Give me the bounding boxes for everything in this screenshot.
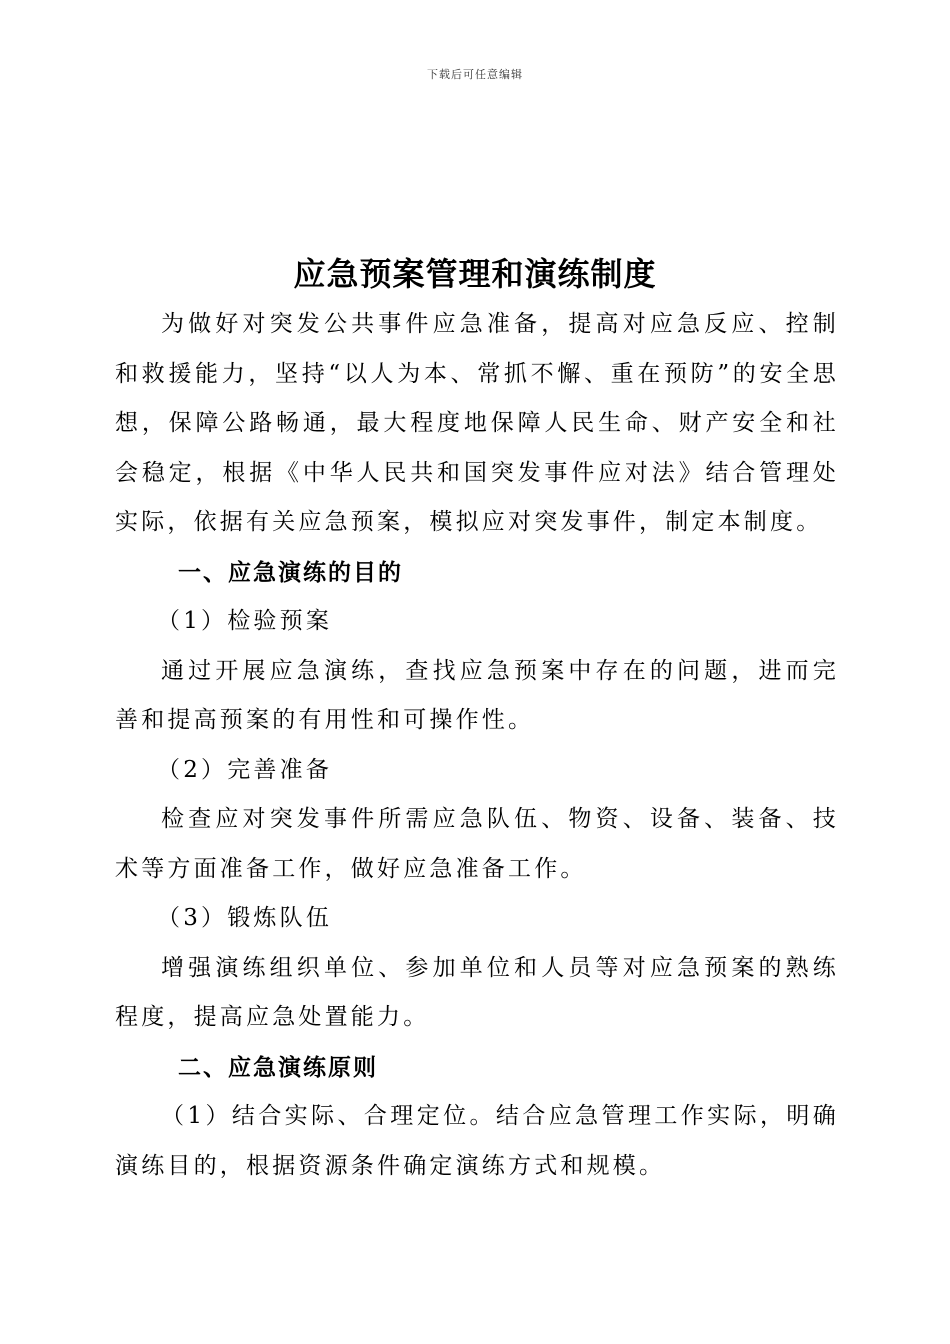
intro-paragraph: 为做好对突发公共事件应急准备，提高对应急反应、控制和救援能力，坚持“以人为本、常抓不懈、重在预防”的安全思想，保障公路畅通，最大程度地保障人民生命、财产安全和社会稳定，根据《中华人民共和国突发事件应对法》结合管理处实际，依据有关应急预案，模拟应对突发事件，制定本制度。 (115, 311, 839, 535)
section-1-heading: 一、应急演练的目的 (178, 558, 403, 586)
document-title: 应急预案管理和演练制度 (293, 255, 657, 293)
section-2-heading: 二、应急演练原则 (178, 1053, 378, 1081)
section-1-item-1-text: 通过开展应急演练，查找应急预案中存在的问题，进而完善和提高预案的有用性和可操作性。 (115, 657, 839, 733)
section-1-item-1-label: （1）检验预案 (157, 608, 333, 634)
section-1-item-2-text: 检查应对突发事件所需应急队伍、物资、设备、装备、技术等方面准备工作，做好应急准备工作。 (115, 806, 839, 882)
section-1-item-2-label: （2）完善准备 (157, 756, 333, 783)
section-2-item-1-text: （1）结合实际、合理定位。结合应急管理工作实际，明确演练目的，根据资源条件确定演练方式和规模。 (115, 1103, 839, 1179)
page-header-note: 下载后可任意编辑 (427, 68, 523, 81)
document-body (115, 300, 839, 1191)
section-1-item-3-text: 增强演练组织单位、参加单位和人员等对应急预案的熟练程度，提高应急处置能力。 (115, 954, 839, 1030)
section-1-item-3-label: （3）锻炼队伍 (157, 905, 333, 931)
